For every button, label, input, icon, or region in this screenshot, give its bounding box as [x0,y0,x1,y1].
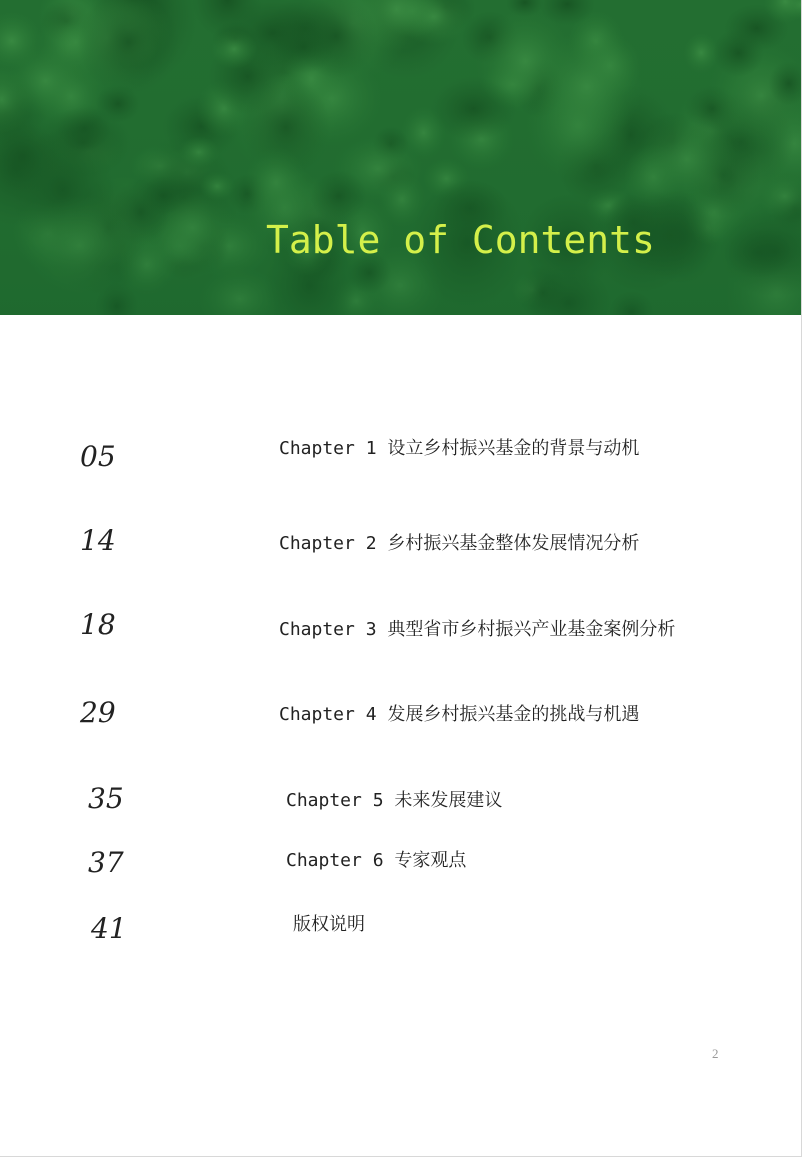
toc-entry-7[interactable] [0,912,802,952]
toc-entry-2[interactable] [0,524,802,564]
toc-page-number: 37 [88,846,124,879]
toc-chapter-title: Chapter 5 未来发展建议 [286,790,503,811]
toc-entry-4[interactable] [0,696,802,736]
toc-chapter-title: Chapter 1 设立乡村振兴基金的背景与动机 [279,438,640,459]
toc-entry-1[interactable] [0,430,802,473]
page-title: Table of Contents [266,218,655,262]
toc-page-number: 14 [80,524,116,557]
toc-entry-3[interactable] [0,608,802,648]
toc-page-number: 29 [80,696,116,729]
toc-chapter-title: Chapter 6 专家观点 [286,850,467,871]
toc-page-number: 35 [88,782,124,815]
page-number: 2 [712,1046,719,1061]
toc-chapter-title: Chapter 2 乡村振兴基金整体发展情况分析 [279,533,640,554]
toc-entry-6[interactable] [0,846,802,886]
toc-chapter-title: Chapter 3 典型省市乡村振兴产业基金案例分析 [279,619,676,640]
toc-chapter-title: Chapter 4 发展乡村振兴基金的挑战与机遇 [279,704,640,725]
toc-entry-5[interactable] [0,782,802,822]
toc-page-number: 05 [80,440,116,473]
forest-banner [0,0,802,315]
toc-page-number: 18 [80,608,116,641]
toc-page-number: 41 [91,912,127,945]
toc-chapter-title: 版权说明 [293,914,365,935]
forest-canopy-image [0,0,802,315]
